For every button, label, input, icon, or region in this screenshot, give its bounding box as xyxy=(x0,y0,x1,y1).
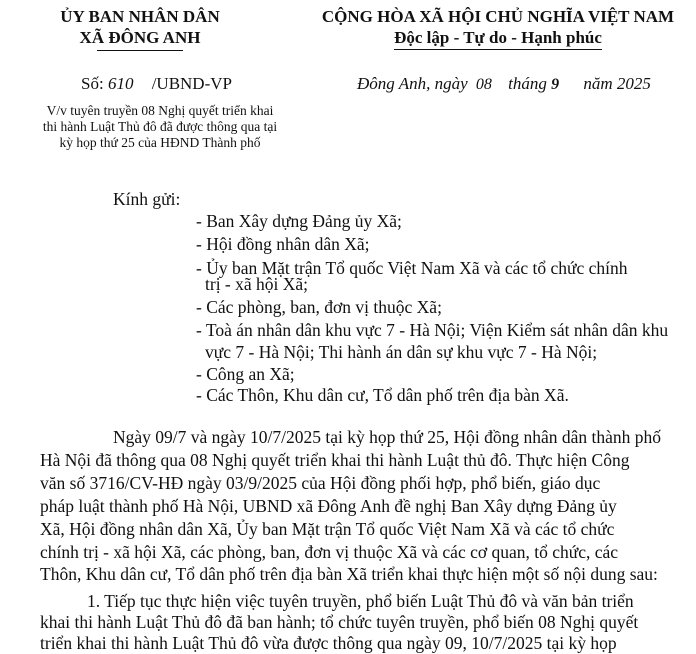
paragraph-1-line: pháp luật thành phố Hà Nội, UBND xã Đông Anh đề nghị Ban Xây dựng Đảng ủy xyxy=(40,496,617,516)
recipient-item: - Toà án nhân dân khu vực 7 - Hà Nội; Viện Kiểm sát nhân dân khu xyxy=(196,320,669,340)
agency-line-1: ỦY BAN NHÂN DÂN xyxy=(60,7,220,26)
document-number xyxy=(81,74,232,94)
motto-block xyxy=(394,27,602,50)
doc-number-value: 610 xyxy=(107,74,134,93)
kinh-gui-label: Kính gửi: xyxy=(113,189,181,209)
agency-underline xyxy=(97,50,183,51)
recipient-item: - Hội đồng nhân dân Xã; xyxy=(196,234,370,254)
issuing-agency xyxy=(40,6,240,51)
paragraph-2-line: 1. Tiếp tục thực hiện việc tuyên truyền, phổ biến Luật Thủ đô và văn bản triển xyxy=(87,591,634,611)
paragraph-2-line: triển khai thi hành Luật Thủ đô vừa được thông qua ngày 09, 10/7/2025 tại kỳ họp xyxy=(40,633,617,653)
paragraph-1-line: chính trị - xã hội Xã, các phòng, ban, đơn vị thuộc Xã và các cơ quan, tổ chức, các xyxy=(40,542,619,562)
recipient-item: - Công an Xã; xyxy=(196,364,295,384)
paragraph-1-line: Xã, Hội đồng nhân dân Xã, Ủy ban Mặt trận Tổ quốc Việt Nam Xã và các tổ chức xyxy=(40,519,615,539)
recipient-item: - Các phòng, ban, đơn vị thuộc Xã; xyxy=(196,297,442,317)
paragraph-1-line: Ngày 09/7 và ngày 10/7/2025 tại kỳ họp thứ 25, Hội đồng nhân dân thành phố xyxy=(113,427,662,447)
date-line xyxy=(357,74,651,94)
subject-summary xyxy=(0,103,320,151)
date-day: 08 xyxy=(475,76,492,93)
paragraph-1-line: Hà Nội đã thông qua 08 Nghị quyết triển khai thi hành Luật thủ đô. Thực hiện Công xyxy=(40,450,630,470)
recipient-item: - Ban Xây dựng Đảng ủy Xã; xyxy=(196,211,402,231)
recipient-item-continued: trị - xã hội Xã; xyxy=(205,274,309,294)
motto-underline xyxy=(394,49,602,50)
paragraph-1-line: Thôn, Khu dân cư, Tổ dân phố trên địa bàn Xã triển khai thực hiện một số nội dung sau: xyxy=(40,564,658,584)
doc-number-suffix: /UBND-VP xyxy=(151,74,232,93)
nation-title: CỘNG HÒA XÃ HỘI CHỦ NGHĨA VIỆT NAM xyxy=(321,7,675,26)
summary-line: kỳ họp thứ 25 của HĐND Thành phố xyxy=(59,135,261,150)
recipient-item: - Các Thôn, Khu dân cư, Tổ dân phố trên địa bàn Xã. xyxy=(196,385,569,405)
paragraph-1-line: văn số 3716/CV-HĐ ngày 03/9/2025 của Hội đồng phối hợp, phổ biến, giáo dục xyxy=(40,473,601,493)
date-month: 9 xyxy=(551,76,560,93)
motto: Độc lập - Tự do - Hạnh phúc xyxy=(394,28,602,47)
recipient-item-continued: vực 7 - Hà Nội; Thi hành án dân sự khu vực 7 - Hà Nội; xyxy=(205,342,598,362)
agency-line-2: XÃ ĐÔNG ANH xyxy=(79,28,201,47)
summary-line: V/v tuyên truyền 08 Nghị quyết triển khai xyxy=(46,103,274,118)
doc-number-label: Số: xyxy=(81,74,104,93)
national-header xyxy=(300,6,696,50)
summary-line: thi hành Luật Thủ đô đã được thông qua tại xyxy=(42,119,278,134)
recipient-item: - Ủy ban Mặt trận Tổ quốc Việt Nam Xã và các tổ chức chính xyxy=(196,258,628,278)
date-year: năm 2025 xyxy=(583,74,651,93)
paragraph-2-line: khai thi hành Luật Thủ đô đã ban hành; tổ chức tuyên truyền, phổ biến 08 Nghị quyết xyxy=(40,612,639,632)
date-place: Đông Anh, ngày xyxy=(357,74,468,93)
date-month-label: tháng xyxy=(508,74,547,93)
